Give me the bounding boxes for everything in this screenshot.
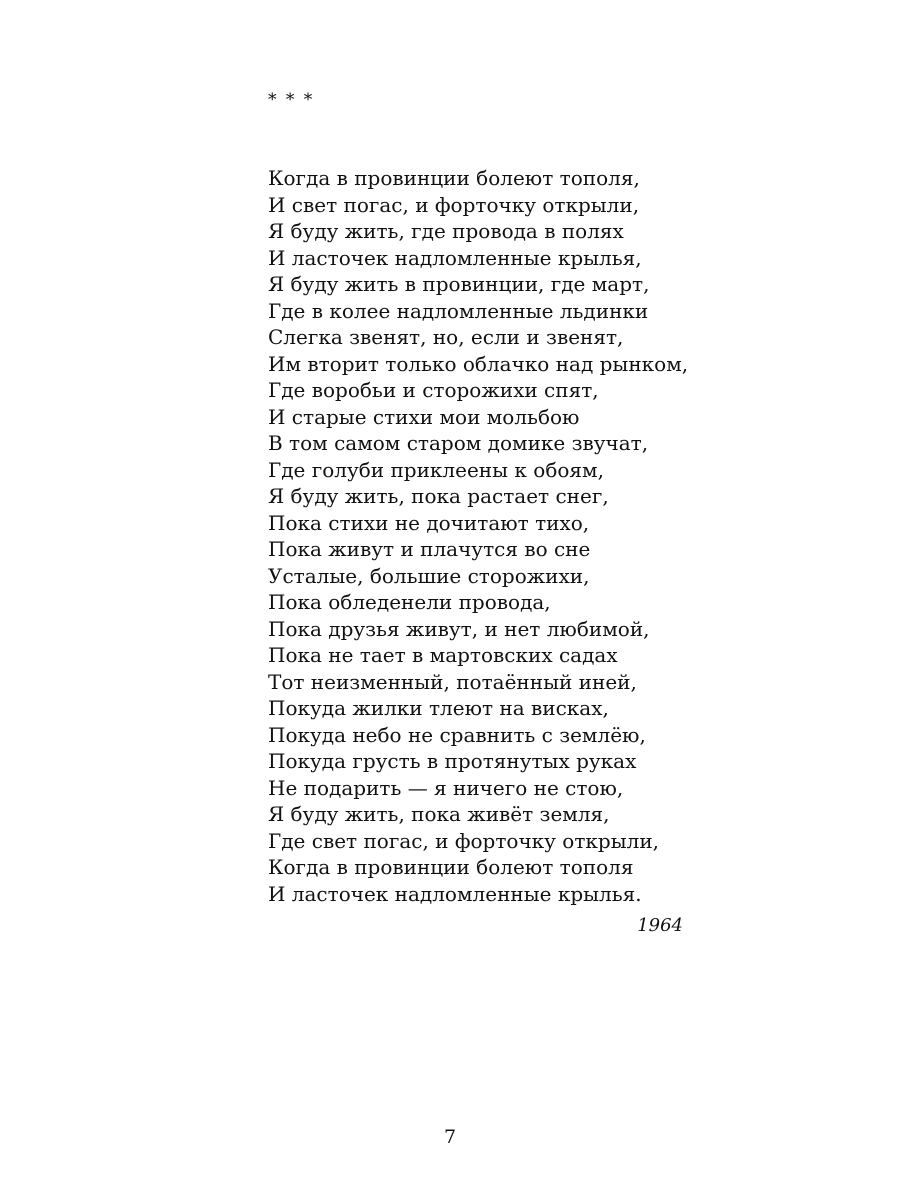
- poem-line: Покуда жилки тлеют на висках,: [268, 696, 609, 720]
- poem-line: И ласточек надломленные крылья.: [268, 881, 642, 906]
- poem-line: Слегка звенят, но, если и звенят,: [268, 325, 624, 349]
- poem-line: Пока живут и плачутся во сне: [268, 537, 591, 561]
- poem-line: Где воробьи и сторожихи спят,: [268, 378, 599, 402]
- poem-line: Пока друзья живут, и нет любимой,: [268, 616, 650, 641]
- poem-body: [268, 165, 708, 907]
- poem-line: Пока не тает в мартовских садах: [268, 643, 618, 667]
- poem-line: Усталые, большие сторожихи,: [268, 563, 590, 588]
- poem-line: Я буду жить, где провода в полях: [268, 219, 624, 243]
- section-mark: * * *: [268, 90, 315, 110]
- poem-line: Где голуби приклеены к обоям,: [268, 457, 604, 482]
- poem-line: Не подарить — я ничего не стою,: [268, 775, 624, 800]
- poem-line: Им вторит только облачко над рынком,: [268, 351, 689, 376]
- poem-line: И старые стихи мои мольбою: [268, 404, 580, 429]
- poem-line: Я буду жить в провинции, где март,: [268, 272, 650, 296]
- poem-line: Когда в провинции болеют тополя,: [268, 166, 640, 190]
- poem-line: Где в колее надломленные льдинки: [268, 298, 649, 323]
- poem-line: Где свет погас, и форточку открыли,: [268, 828, 660, 853]
- poem-line: И ласточек надломленные крылья,: [268, 245, 642, 270]
- poem-line: Я буду жить, пока растает снег,: [268, 484, 609, 508]
- poem-line: Пока обледенели провода,: [268, 590, 551, 614]
- page-number: 7: [443, 1126, 457, 1148]
- poem-line: Когда в провинции болеют тополя: [268, 855, 634, 879]
- poem-line: Покуда небо не сравнить с землёю,: [268, 722, 646, 747]
- poem-line: В том самом старом домике звучат,: [268, 431, 649, 455]
- poem-line: Покуда грусть в протянутых руках: [268, 749, 637, 773]
- poem-line: И свет погас, и форточку открыли,: [268, 192, 640, 217]
- poem-line: Я буду жить, пока живёт земля,: [268, 802, 610, 826]
- poem-line: Тот неизменный, потаённый иней,: [268, 669, 637, 694]
- poem-line: Пока стихи не дочитают тихо,: [268, 510, 590, 535]
- poem-date: 1964: [637, 915, 683, 936]
